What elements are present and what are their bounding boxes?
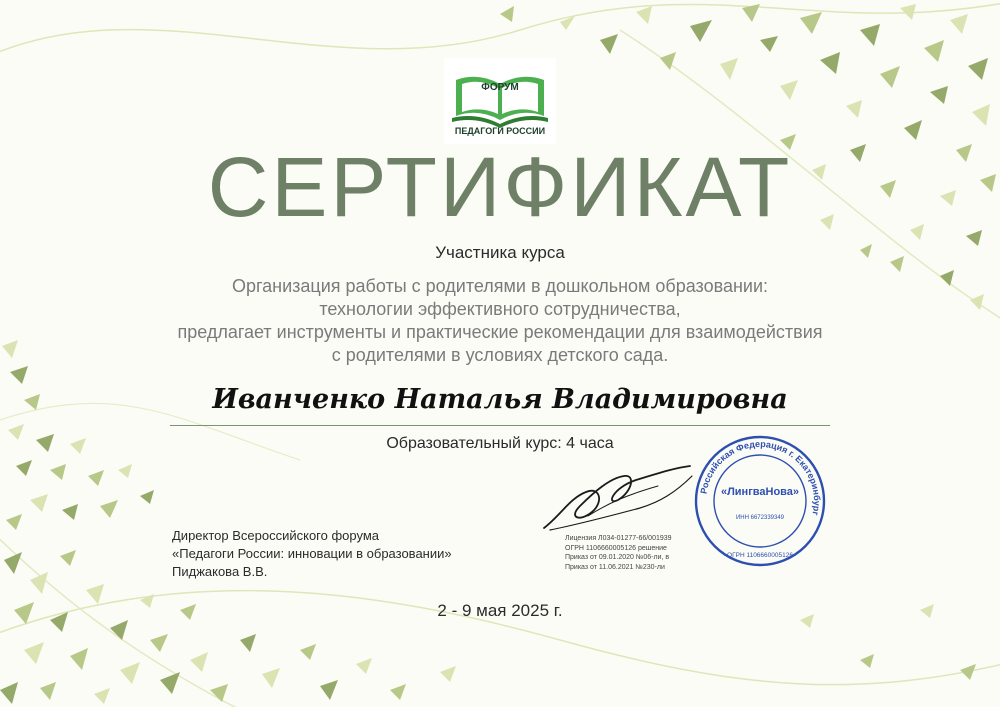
license-line: Лицензия Л034-01277-66/001939 <box>565 535 672 542</box>
stamp-ogrn-text: ОГРН 1106660005126 <box>727 552 793 559</box>
certificate-subtitle: Участника курса <box>435 243 565 262</box>
course-line: Организация работы с родителями в дошкольном образовании: <box>231 276 769 296</box>
license-info <box>565 534 693 572</box>
director-block <box>172 527 452 581</box>
course-hours: Образовательный курс: 4 часа <box>386 435 614 452</box>
license-line: ОГРН 1106660005126 решение <box>565 544 667 552</box>
participant-name: Иванченко Наталья Владимировна <box>212 384 788 415</box>
license-line: Приказ от 09.01.2020 №06-ли, в <box>565 554 670 562</box>
director-forum-name: «Педагоги России: инновации в образовании» <box>172 546 452 561</box>
license-line: Приказ от 11.06.2021 №230-ли <box>565 563 665 571</box>
svg-text:Российская Федерация г. Екатер <box>698 439 822 517</box>
director-title: Директор Всероссийского форума <box>172 528 380 543</box>
stamp-outer-text: Российская Федерация г. Екатеринбург <box>698 438 823 517</box>
stamp-center-text: «ЛингваНова» <box>720 486 800 498</box>
forum-logo <box>444 58 556 144</box>
course-dates: 2 - 9 мая 2025 г. <box>437 601 563 620</box>
certificate-title: СЕРТИФИКАТ <box>207 140 793 234</box>
logo-bottom-text: ПЕДАГОГИ РОССИИ <box>454 126 546 136</box>
logo-top-text: ФОРУМ <box>481 82 519 93</box>
stamp-inn-text: ИНН 6672339349 <box>735 515 785 521</box>
handwritten-signature <box>540 458 700 534</box>
director-name: Пиджакова В.В. <box>172 564 268 579</box>
course-line: предлагает инструменты и практические рекомендации для взаимодействия <box>177 322 823 342</box>
name-underline <box>170 425 830 426</box>
course-line: с родителями в условиях детского сада. <box>331 345 669 365</box>
official-stamp <box>692 433 828 569</box>
course-description <box>90 275 910 367</box>
course-line: технологии эффективного сотрудничества, <box>319 299 681 319</box>
